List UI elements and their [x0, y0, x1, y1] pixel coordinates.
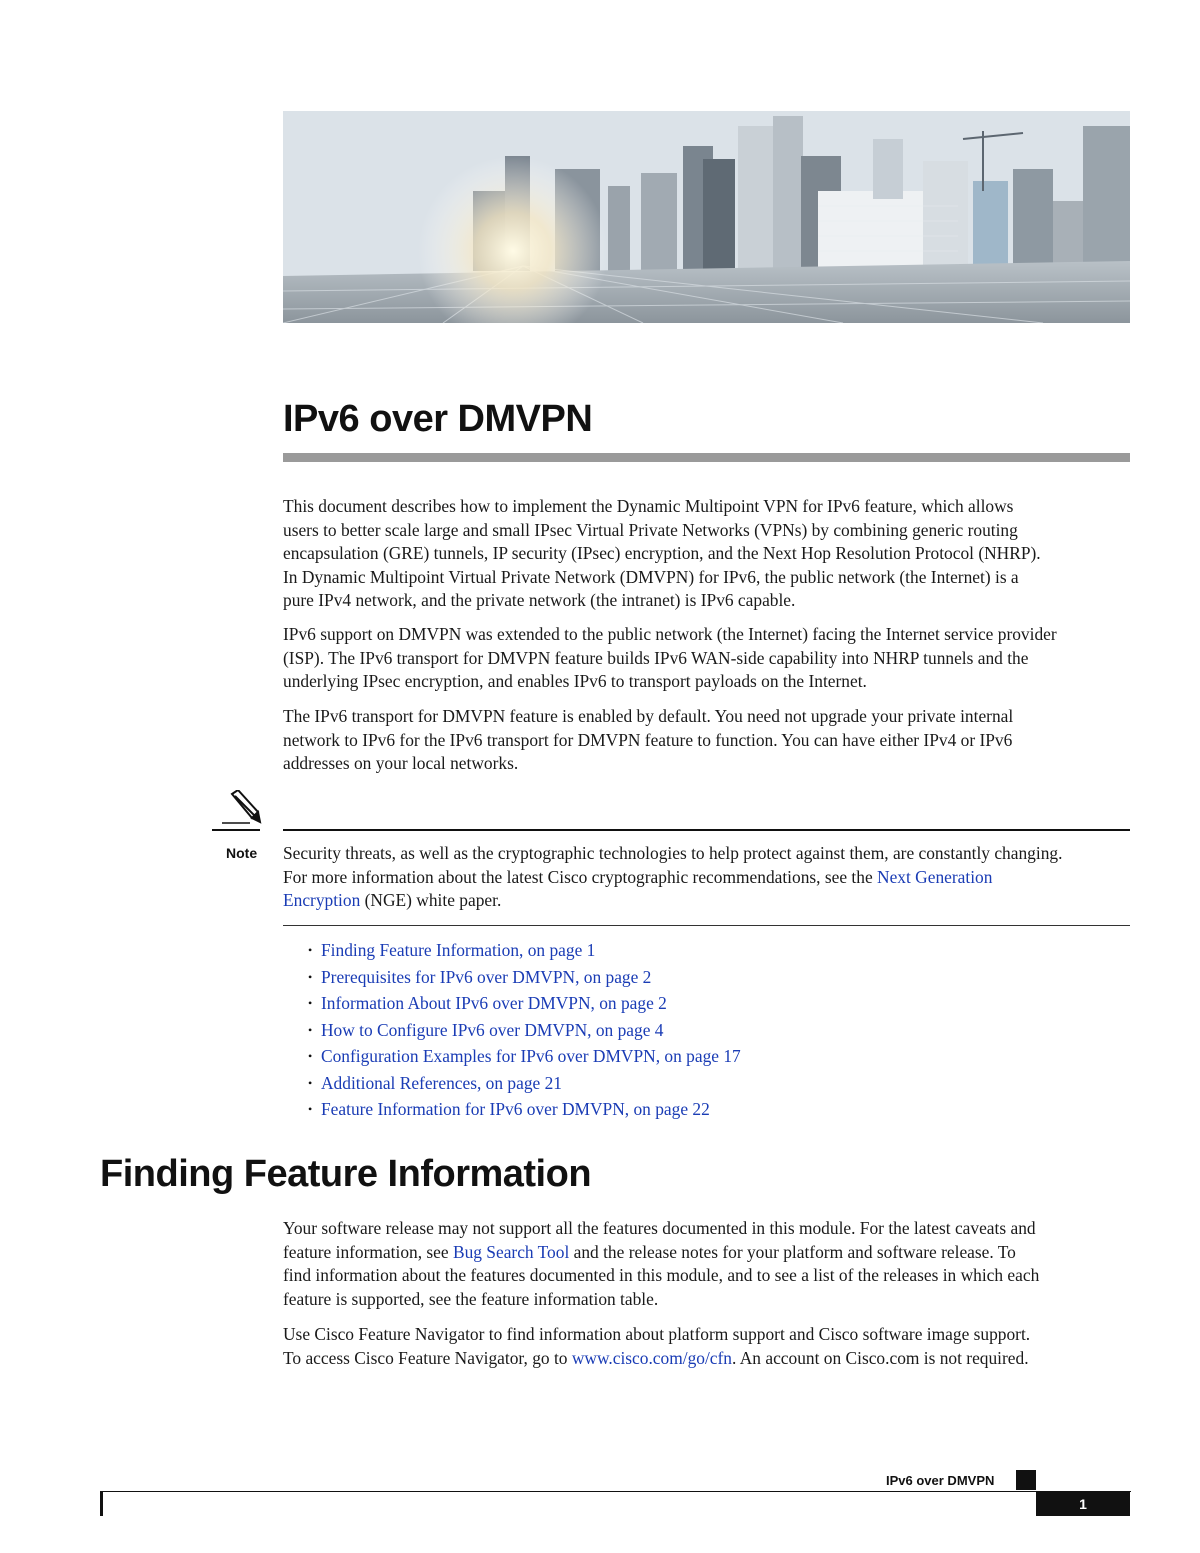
- bug-search-tool-link[interactable]: Bug Search Tool: [452, 1241, 570, 1262]
- intro-paragraph-2: [283, 623, 1143, 694]
- toc-link-how-to-configure[interactable]: How to Configure IPv6 over DMVPN, on page 4: [321, 1019, 664, 1040]
- footer-rule: [101, 1491, 1131, 1492]
- note-line: For more information about the latest Cisco cryptographic recommendations, see the: [283, 866, 878, 887]
- text-line: users to better scale large and small IPsec Virtual Private Networks (VPNs) by combining generic routing: [283, 519, 1018, 540]
- section-paragraph-2: [283, 1323, 1143, 1370]
- note-text: [283, 842, 1143, 913]
- hero-city-skyline-image: [283, 111, 1130, 323]
- text-line: underlying IPsec encryption, and enables IPv6 to transport payloads on the Internet.: [283, 671, 867, 692]
- bullet-icon: •: [308, 1102, 313, 1116]
- text-line: addresses on your local networks.: [283, 753, 519, 774]
- toc-link-additional-references[interactable]: Additional References, on page 21: [321, 1072, 562, 1093]
- note-line: Security threats, as well as the cryptographic technologies to help protect against them, are constantly changing.: [283, 843, 1063, 863]
- text-line: Your software release may not support all the features documented in this module. For the latest caveats and: [283, 1218, 1036, 1238]
- toc-item: [308, 964, 741, 991]
- toc-list: [308, 937, 741, 1123]
- toc-item: [308, 1043, 741, 1070]
- text-line: IPv6 support on DMVPN was extended to the public network (the Internet) facing the Internet service provider: [283, 624, 1057, 644]
- text-line: . An account on Cisco.com is not required.: [732, 1347, 1029, 1368]
- toc-link-feature-information[interactable]: Feature Information for IPv6 over DMVPN, on page 22: [321, 1099, 710, 1119]
- page-number: 1: [1036, 1492, 1130, 1516]
- toc-link-finding-feature-information[interactable]: Finding Feature Information, on page 1: [321, 940, 596, 960]
- footer-title: IPv6 over DMVPN: [886, 1473, 995, 1488]
- cisco-cfn-link[interactable]: www.cisco.com/go/cfn: [571, 1347, 733, 1368]
- toc-item: [308, 937, 741, 964]
- next-generation-encryption-link[interactable]: Next Generation: [877, 866, 993, 887]
- text-line: (ISP). The IPv6 transport for DMVPN feature builds IPv6 WAN-side capability into NHRP tunnels and the: [283, 647, 1029, 668]
- document-title: IPv6 over DMVPN: [283, 398, 593, 440]
- intro-paragraph-1: [283, 495, 1143, 613]
- section-title: Finding Feature Information: [100, 1153, 592, 1195]
- title-rule: [283, 453, 1130, 462]
- note-rule-short: [212, 829, 260, 831]
- text-line: The IPv6 transport for DMVPN feature is enabled by default. You need not upgrade your private internal: [283, 706, 1014, 726]
- text-line: feature information, see: [283, 1241, 453, 1262]
- text-line: find information about the features documented in this module, and to see a list of the releases in which each: [283, 1265, 1040, 1286]
- text-line: Use Cisco Feature Navigator to find information about platform support and Cisco software image support.: [283, 1324, 1031, 1344]
- note-line: (NGE) white paper.: [360, 890, 502, 911]
- toc-link-prerequisites[interactable]: Prerequisites for IPv6 over DMVPN, on page 2: [321, 966, 652, 987]
- footer-box: [1016, 1470, 1036, 1490]
- section-paragraph-1: [283, 1217, 1143, 1311]
- bullet-icon: •: [308, 943, 313, 957]
- toc-item: [308, 1017, 741, 1044]
- text-line: network to IPv6 for the IPv6 transport for DMVPN feature to function. You can have either IPv4 or IPv6: [283, 729, 1013, 750]
- intro-paragraph-3: [283, 705, 1143, 776]
- text-line: This document describes how to implement the Dynamic Multipoint VPN for IPv6 feature, which allows: [283, 496, 1014, 516]
- text-line: feature is supported, see the feature information table.: [283, 1288, 659, 1309]
- note-rule-bottom: [283, 925, 1130, 926]
- bullet-icon: •: [308, 1075, 313, 1090]
- toc-item: [308, 1070, 741, 1097]
- pencil-icon: [222, 790, 262, 829]
- note-label: Note: [226, 845, 258, 861]
- text-line: To access Cisco Feature Navigator, go to: [283, 1347, 572, 1368]
- text-line: encapsulation (GRE) tunnels, IP security (IPsec) encryption, and the Next Hop Resolution Protocol (NHRP).: [283, 543, 1041, 564]
- toc-item: [308, 1096, 741, 1123]
- note-rule-top: [283, 829, 1130, 831]
- bullet-icon: •: [308, 969, 313, 984]
- toc-link-configuration-examples[interactable]: Configuration Examples for IPv6 over DMVPN, on page 17: [321, 1046, 741, 1066]
- toc-link-information-about[interactable]: Information About IPv6 over DMVPN, on page 2: [321, 993, 667, 1013]
- text-line: pure IPv4 network, and the private network (the intranet) is IPv6 capable.: [283, 590, 796, 611]
- bullet-icon: •: [308, 996, 313, 1010]
- text-line: In Dynamic Multipoint Virtual Private Network (DMVPN) for IPv6, the public network (the Internet) is a: [283, 566, 1019, 587]
- next-generation-encryption-link[interactable]: Encryption: [283, 890, 361, 911]
- text-line: and the release notes for your platform and software release. To: [569, 1241, 1016, 1262]
- bullet-icon: •: [308, 1049, 313, 1063]
- toc-item: [308, 990, 741, 1017]
- footer-tick: [100, 1491, 103, 1516]
- bullet-icon: •: [308, 1022, 313, 1037]
